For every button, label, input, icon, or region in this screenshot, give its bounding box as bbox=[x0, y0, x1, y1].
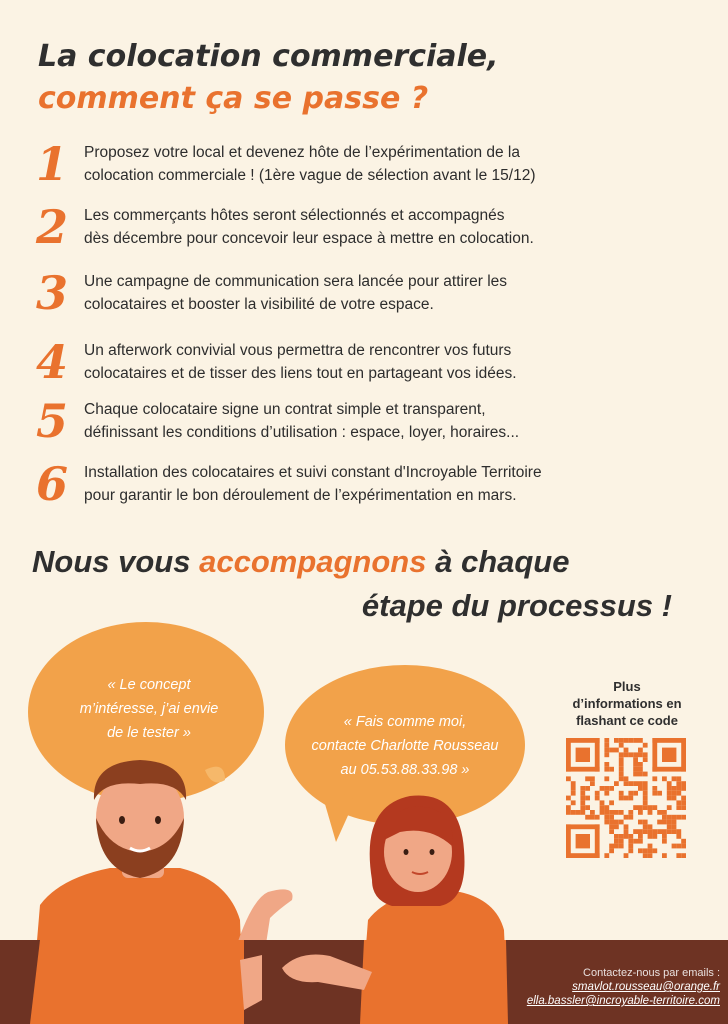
quote-line: m’intéresse, j’ai envie bbox=[79, 701, 219, 717]
step-text-line: Installation des colocataires et suivi constant d'Incroyable Territoire bbox=[84, 464, 542, 481]
step-number: 6 bbox=[36, 457, 69, 511]
qr-code-icon[interactable] bbox=[566, 738, 686, 858]
step-text-line: Proposez votre local et devenez hôte de l’expérimentation de la bbox=[84, 144, 520, 161]
qr-caption-line: d’informations en bbox=[572, 696, 682, 711]
step-number: 4 bbox=[36, 335, 69, 389]
right-bubble-quote bbox=[280, 710, 530, 782]
tagline-post: à chaque bbox=[426, 544, 570, 579]
title-line-1: La colocation commerciale, bbox=[38, 39, 499, 74]
step-text-line: pour garantir le bon déroulement de l’expérimentation en mars. bbox=[84, 487, 517, 504]
step-number: 3 bbox=[36, 266, 69, 320]
contact-block bbox=[527, 966, 720, 1008]
step-text-line: définissant les conditions d’utilisation : espace, loyer, horaires... bbox=[84, 424, 520, 441]
step-text-line: Chaque colocataire signe un contrat simple et transparent, bbox=[84, 401, 486, 418]
tagline-highlight: accompagnons bbox=[199, 544, 427, 579]
quote-line: de le tester » bbox=[107, 725, 191, 741]
left-bubble-quote bbox=[44, 673, 254, 745]
title-line-2: comment ça se passe ? bbox=[38, 81, 429, 116]
quote-line: contacte Charlotte Rousseau bbox=[311, 738, 499, 754]
tagline-pre: Nous vous bbox=[32, 544, 200, 579]
step-text-line: Un afterwork convivial vous permettra de rencontrer vos futurs bbox=[84, 342, 512, 359]
quote-line: « Fais comme moi, bbox=[343, 714, 467, 730]
qr-caption bbox=[557, 678, 697, 729]
contact-email-2[interactable]: ella.bassler@incroyable-territoire.com bbox=[526, 995, 720, 1007]
step-text-line: colocataires et de tisser des liens tout en partageant vos idées. bbox=[84, 365, 517, 382]
step-text-line: Une campagne de communication sera lancée pour attirer les bbox=[84, 273, 508, 290]
step-text-line: colocataires et booster la visibilité de votre espace. bbox=[84, 296, 434, 313]
qr-caption-line: flashant ce code bbox=[576, 713, 678, 728]
quote-line: « Le concept bbox=[107, 677, 191, 693]
qr-caption-line: Plus bbox=[613, 679, 641, 694]
tagline-line-2: étape du processus ! bbox=[361, 588, 672, 623]
step-text-line: Les commerçants hôtes seront sélectionnés et accompagnés bbox=[84, 207, 505, 224]
contact-email-1[interactable]: smavlot.rousseau@orange.fr bbox=[572, 981, 720, 993]
contact-label: Contactez-nous par emails : bbox=[583, 967, 720, 979]
quote-line: au 05.53.88.33.98 » bbox=[340, 762, 470, 778]
step-number: 5 bbox=[36, 394, 69, 448]
step-number: 2 bbox=[36, 200, 69, 254]
step-text-line: dès décembre pour concevoir leur espace à mettre en colocation. bbox=[84, 230, 534, 247]
step-text-line: colocation commerciale ! (1ère vague de sélection avant le 15/12) bbox=[84, 167, 536, 184]
step-number: 1 bbox=[36, 137, 69, 191]
